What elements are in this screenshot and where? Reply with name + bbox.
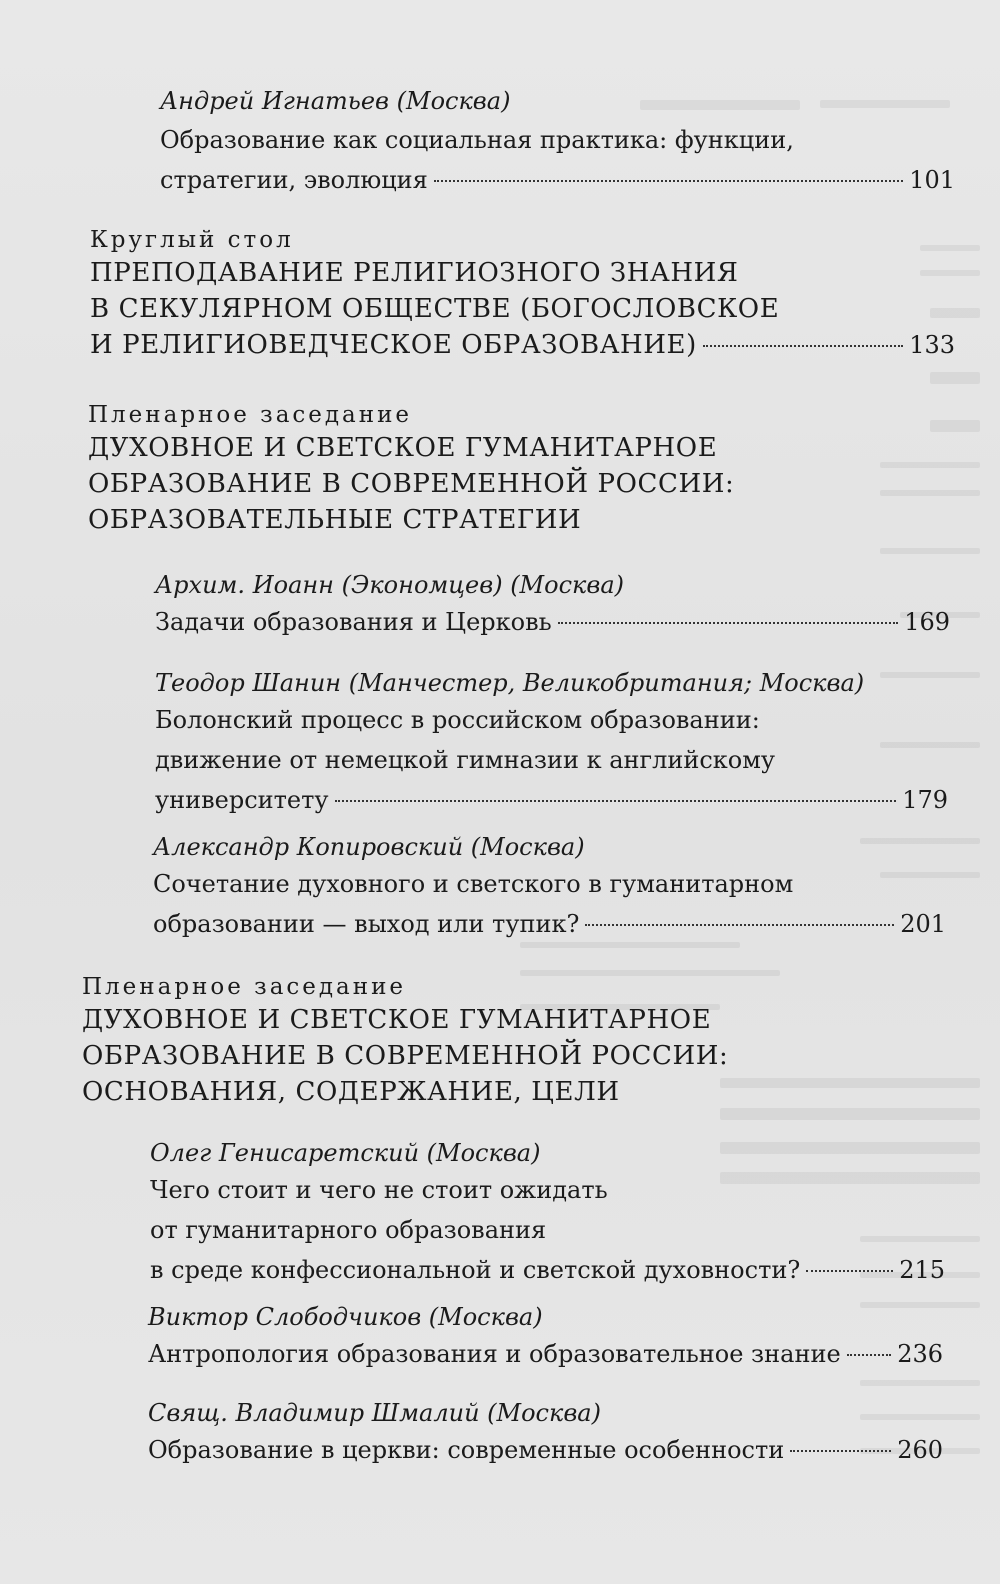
entry-title-line: движение от немецкой гимназии к английскому: [155, 746, 776, 774]
toc-entry-slobodchikov: [148, 1302, 943, 1374]
section-heading-line: ПРЕПОДАВАНИЕ РЕЛИГИОЗНОГО ЗНАНИЯ: [90, 258, 739, 288]
section-heading-line: ОБРАЗОВАНИЕ В СОВРЕМЕННОЙ РОССИИ:: [88, 469, 735, 499]
author-name: Архим. Иоанн (Экономцев) (Москва): [155, 571, 624, 599]
toc-entry-shmaliy: [148, 1398, 943, 1470]
entry-title-line: Сочетание духовного и светского в гуманитарном: [153, 870, 794, 898]
page-number: 169: [904, 608, 950, 636]
entry-title-line: от гуманитарного образования: [150, 1216, 547, 1244]
entry-title-last-line: [148, 1430, 943, 1470]
page-number: 260: [897, 1436, 943, 1464]
entry-title-text: стратегии, эволюция: [160, 166, 428, 194]
author-name: Свящ. Владимир Шмалий (Москва): [148, 1399, 601, 1427]
section-heading-line: В СЕКУЛЯРНОМ ОБЩЕСТВЕ (БОГОСЛОВСКОЕ: [90, 294, 780, 324]
toc-entry-kopirovsky: [153, 832, 946, 944]
entry-title-text: Антропология образования и образовательное знание: [148, 1340, 841, 1368]
page-number: 133: [909, 331, 955, 359]
entry-title-text: Задачи образования и Церковь: [155, 608, 552, 636]
dot-leader: [434, 180, 903, 182]
page-number: 201: [900, 910, 946, 938]
toc-entry-shanin: [155, 668, 948, 820]
dot-leader: [335, 800, 897, 802]
section-heading-line: ДУХОВНОЕ И СВЕТСКОЕ ГУМАНИТАРНОЕ: [82, 1005, 712, 1035]
entry-title-last-line: [160, 160, 955, 200]
entry-title-last-line: [155, 780, 948, 820]
toc-entry-ignatiev: [160, 86, 955, 200]
entry-title-line: Чего стоит и чего не стоит ожидать: [150, 1176, 608, 1204]
section-heading-line: ОСНОВАНИЯ, СОДЕРЖАНИЕ, ЦЕЛИ: [82, 1077, 620, 1107]
section-heading-line: ОБРАЗОВАТЕЛЬНЫЕ СТРАТЕГИИ: [88, 505, 582, 535]
entry-title-line: Образование как социальная практика: функции,: [160, 126, 794, 154]
dot-leader: [847, 1354, 892, 1356]
entry-title-text: образовании — выход или тупик?: [153, 910, 580, 938]
page-number: 236: [897, 1340, 943, 1368]
dot-leader: [806, 1270, 893, 1272]
page-number: 215: [899, 1256, 945, 1284]
section-plenary-2: [82, 972, 782, 1110]
entry-title-text: в среде конфессиональной и светской духовности?: [150, 1256, 801, 1284]
entry-title-text: Образование в церкви: современные особенности: [148, 1436, 785, 1464]
entry-title-text: университету: [155, 786, 329, 814]
author-name: Александр Копировский (Москва): [153, 833, 585, 861]
entry-title-last-line: [150, 1250, 945, 1290]
entry-title-last-line: [148, 1334, 943, 1374]
section-heading-line: ОБРАЗОВАНИЕ В СОВРЕМЕННОЙ РОССИИ:: [82, 1041, 729, 1071]
section-plenary-1: [88, 400, 788, 538]
section-label: Пленарное заседание: [88, 402, 413, 428]
author-name: Виктор Слободчиков (Москва): [148, 1303, 543, 1331]
dot-leader: [585, 924, 894, 926]
section-label: Круглый стол: [90, 227, 294, 253]
section-heading-text: И РЕЛИГИОВЕДЧЕСКОЕ ОБРАЗОВАНИЕ): [90, 330, 697, 360]
section-heading-line: ДУХОВНОЕ И СВЕТСКОЕ ГУМАНИТАРНОЕ: [88, 433, 718, 463]
dot-leader: [558, 622, 899, 624]
page-number: 101: [909, 166, 955, 194]
entry-title-line: Болонский процесс в российском образовании:: [155, 706, 760, 734]
entry-title-last-line: [155, 602, 950, 642]
toc-entry-genisaretsky: [150, 1138, 945, 1290]
toc-entry-ioann: [155, 570, 950, 642]
section-heading-last-line: [90, 327, 955, 363]
author-name: Андрей Игнатьев (Москва): [160, 87, 511, 115]
author-name: Теодор Шанин (Манчестер, Великобритания; Москва): [155, 669, 865, 697]
section-label: Пленарное заседание: [82, 974, 407, 1000]
page-number: 179: [902, 786, 948, 814]
dot-leader: [703, 345, 903, 347]
entry-title-last-line: [153, 904, 946, 944]
author-name: Олег Генисаретский (Москва): [150, 1139, 541, 1167]
dot-leader: [790, 1450, 891, 1452]
section-round-table: [90, 225, 955, 363]
